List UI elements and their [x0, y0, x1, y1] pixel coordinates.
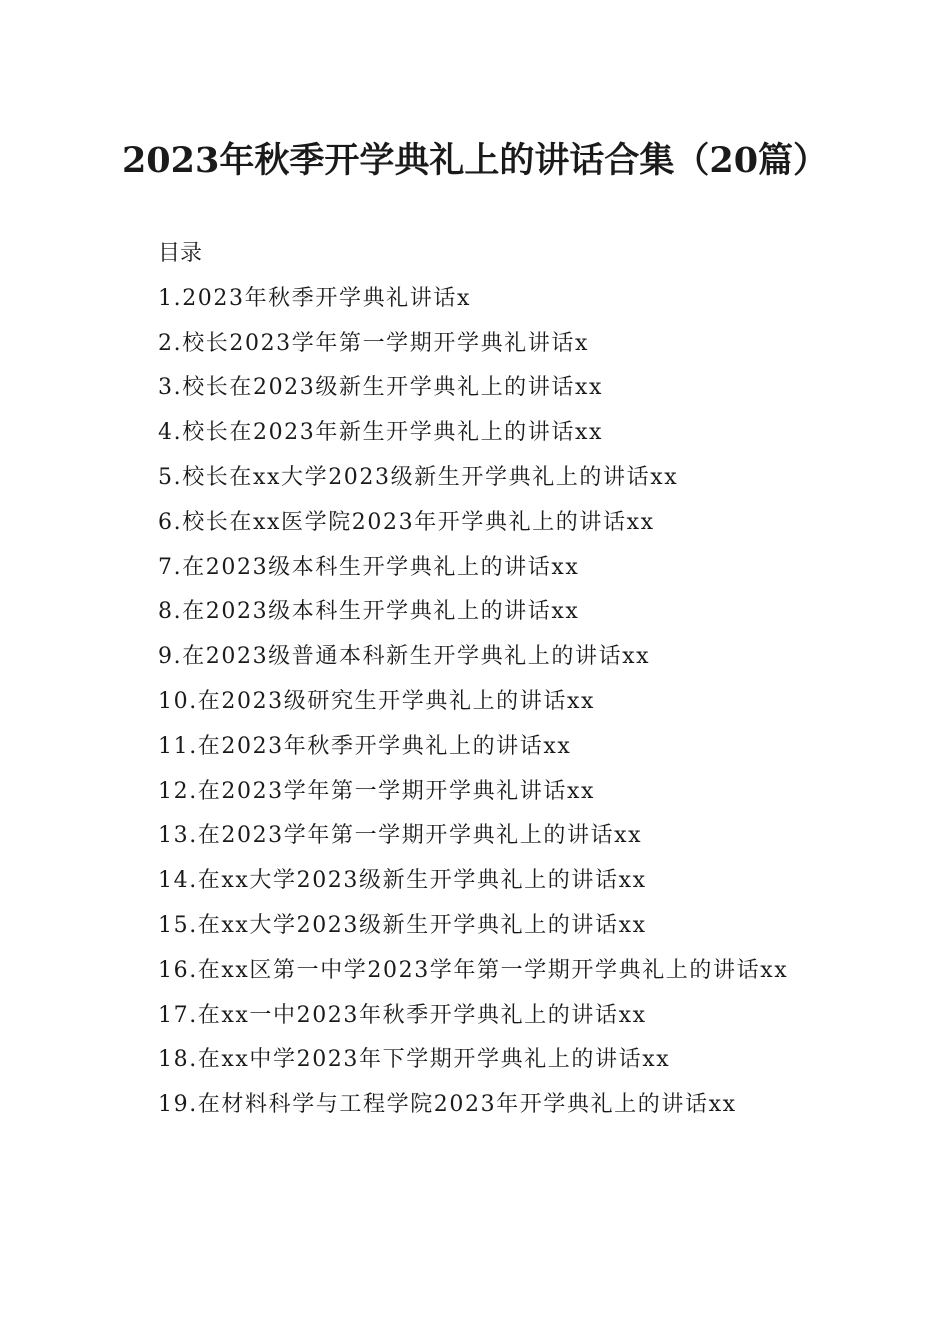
toc-item-9[interactable]: 9.在2023级普通本科新生开学典礼上的讲话xx: [158, 644, 651, 670]
toc-heading: 目录: [158, 241, 203, 266]
toc-item-15[interactable]: 15.在xx大学2023级新生开学典礼上的讲话xx: [158, 912, 647, 938]
toc-item-12[interactable]: 12.在2023学年第一学期开学典礼讲话xx: [158, 778, 595, 804]
toc-item-3[interactable]: 3.校长在2023级新生开学典礼上的讲话xx: [158, 375, 603, 401]
toc-item-8[interactable]: 8.在2023级本科生开学典礼上的讲话xx: [158, 599, 580, 625]
toc-item-16[interactable]: 16.在xx区第一中学2023学年第一学期开学典礼上的讲话xx: [158, 957, 789, 983]
table-of-contents: [118, 232, 830, 1128]
toc-item-19[interactable]: 19.在材料科学与工程学院2023年开学典礼上的讲话xx: [158, 1092, 737, 1118]
toc-item-1[interactable]: 1.2023年秋季开学典礼讲话x: [158, 285, 471, 311]
toc-item-7[interactable]: 7.在2023级本科生开学典礼上的讲话xx: [158, 554, 580, 580]
toc-item-14[interactable]: 14.在xx大学2023级新生开学典礼上的讲话xx: [158, 868, 647, 894]
toc-item-5[interactable]: 5.校长在xx大学2023级新生开学典礼上的讲话xx: [158, 464, 679, 490]
toc-item-10[interactable]: 10.在2023级研究生开学典礼上的讲话xx: [158, 688, 595, 714]
toc-item-6[interactable]: 6.校长在xx医学院2023年开学典礼上的讲话xx: [158, 509, 655, 535]
toc-item-13[interactable]: 13.在2023学年第一学期开学典礼上的讲话xx: [158, 823, 643, 849]
toc-item-4[interactable]: 4.校长在2023年新生开学典礼上的讲话xx: [158, 420, 603, 446]
toc-list: [118, 277, 830, 1128]
toc-item-11[interactable]: 11.在2023年秋季开学典礼上的讲话xx: [158, 733, 572, 759]
toc-item-17[interactable]: 17.在xx一中2023年秋季开学典礼上的讲话xx: [158, 1002, 647, 1028]
toc-item-2[interactable]: 2.校长2023学年第一学期开学典礼讲话x: [158, 330, 589, 356]
toc-item-18[interactable]: 18.在xx中学2023年下学期开学典礼上的讲话xx: [158, 1047, 671, 1073]
document-title: 2023年秋季开学典礼上的讲话合集（20篇）: [121, 140, 829, 181]
